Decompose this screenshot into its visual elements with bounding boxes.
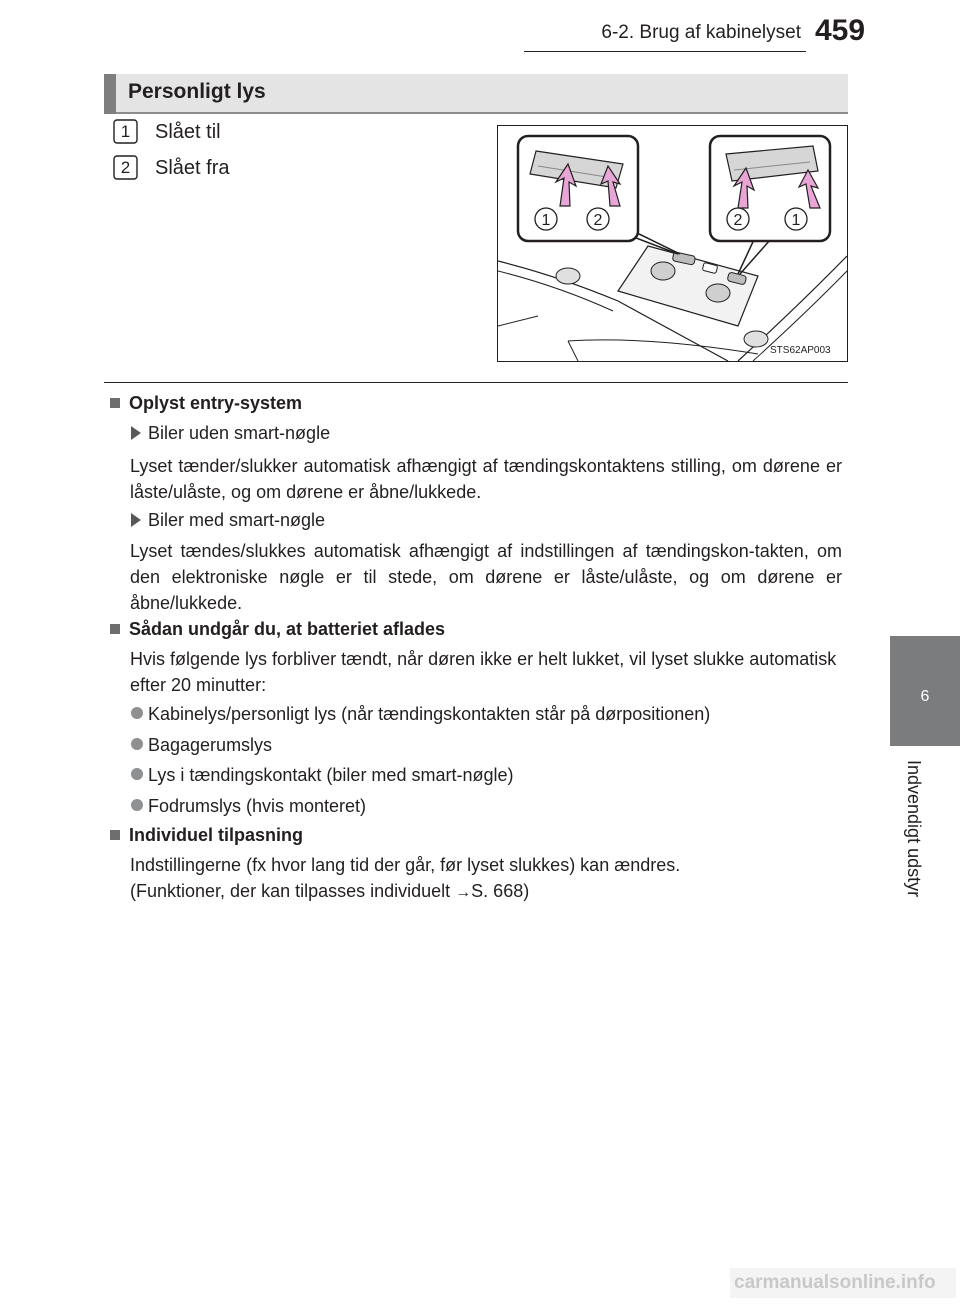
page-number: 459 [815, 14, 866, 47]
subheading-with-smart-key: Biler med smart-nøgle [148, 510, 326, 530]
overhead-console-drawing [498, 126, 847, 361]
legend-item-on: Slået til [155, 121, 221, 143]
customization-text: (Funktioner, der kan tilpasses individuelt [130, 881, 456, 901]
chapter-tab-number: 6 [920, 688, 930, 705]
header-rule [524, 51, 806, 52]
round-bullet-icon [131, 799, 143, 811]
page-reference-link[interactable]: S. 668) [471, 881, 530, 901]
subheading-without-smart-key: Biler uden smart-nøgle [148, 423, 331, 443]
callout-right-2: 2 [733, 212, 743, 229]
badge-2-icon [113, 155, 138, 180]
section-title-accent [104, 74, 116, 114]
chapter-tab-label-wrap [886, 760, 926, 920]
callout-right-1: 1 [791, 212, 801, 229]
callout-left-1: 1 [541, 212, 551, 229]
personal-light-illustration [497, 125, 848, 362]
round-bullet-icon [131, 738, 143, 750]
legend-item-off: Slået fra [155, 157, 230, 179]
heading-customization: Individuel tilpasning [129, 825, 304, 845]
figure-code: STS62AP003 [770, 345, 831, 356]
triangle-bullet-icon [131, 513, 141, 527]
chapter-section-title: 6-2. Brug af kabinelyset [601, 22, 801, 43]
content-rule [104, 382, 848, 383]
battery-bullet-4: Fodrumslys (hvis monteret) [148, 796, 367, 816]
battery-bullet-3: Lys i tændingskontakt (biler med smart-nøgle) [148, 765, 514, 785]
badge-1-number: 1 [120, 122, 131, 141]
heading-battery: Sådan undgår du, at batteriet aflades [129, 619, 446, 639]
page-ref-arrow-icon: → [455, 884, 472, 901]
triangle-bullet-icon [131, 426, 141, 440]
paragraph-with-smart-key: Lyset tændes/slukkes automatisk afhængigt af indstillingen af tændingskon-takten, om den elektroniske nøgle er til stede, om dørene er låste/ulåste, og om dørene er åbne/lukkede. [130, 541, 842, 613]
paragraph-without-smart-key: Lyset tænder/slukker automatisk afhængigt af tændingskontaktens stilling, om dørene er låste/ulåste, og om dørene er åbne/lukkede. [130, 456, 842, 502]
watermark-text: carmanualsonline.info [734, 1272, 936, 1293]
heading-oplyst: Oplyst entry-system [129, 393, 303, 413]
paragraph-battery: Hvis følgende lys forbliver tændt, når døren ikke er helt lukket, vil lyset slukke automatisk efter 20 minutter: [130, 649, 837, 695]
customization-line-2 [130, 878, 529, 906]
round-bullet-icon [131, 707, 143, 719]
callout-left-2: 2 [593, 212, 603, 229]
chapter-tab-label: Indvendigt udstyr [904, 760, 924, 898]
round-bullet-icon [131, 768, 143, 780]
square-bullet-icon [110, 830, 120, 840]
square-bullet-icon [110, 624, 120, 634]
battery-bullet-2: Bagagerumslys [148, 735, 273, 755]
badge-1-icon [113, 119, 138, 144]
section-title: Personligt lys [128, 80, 266, 103]
square-bullet-icon [110, 398, 120, 408]
badge-2-number: 2 [120, 158, 131, 177]
customization-line-1: Indstillingerne (fx hvor lang tid der går, før lyset slukkes) kan ændres. [130, 855, 681, 875]
battery-bullet-1: Kabinelys/personligt lys (når tændingskontakten står på dørpositionen) [148, 704, 711, 724]
